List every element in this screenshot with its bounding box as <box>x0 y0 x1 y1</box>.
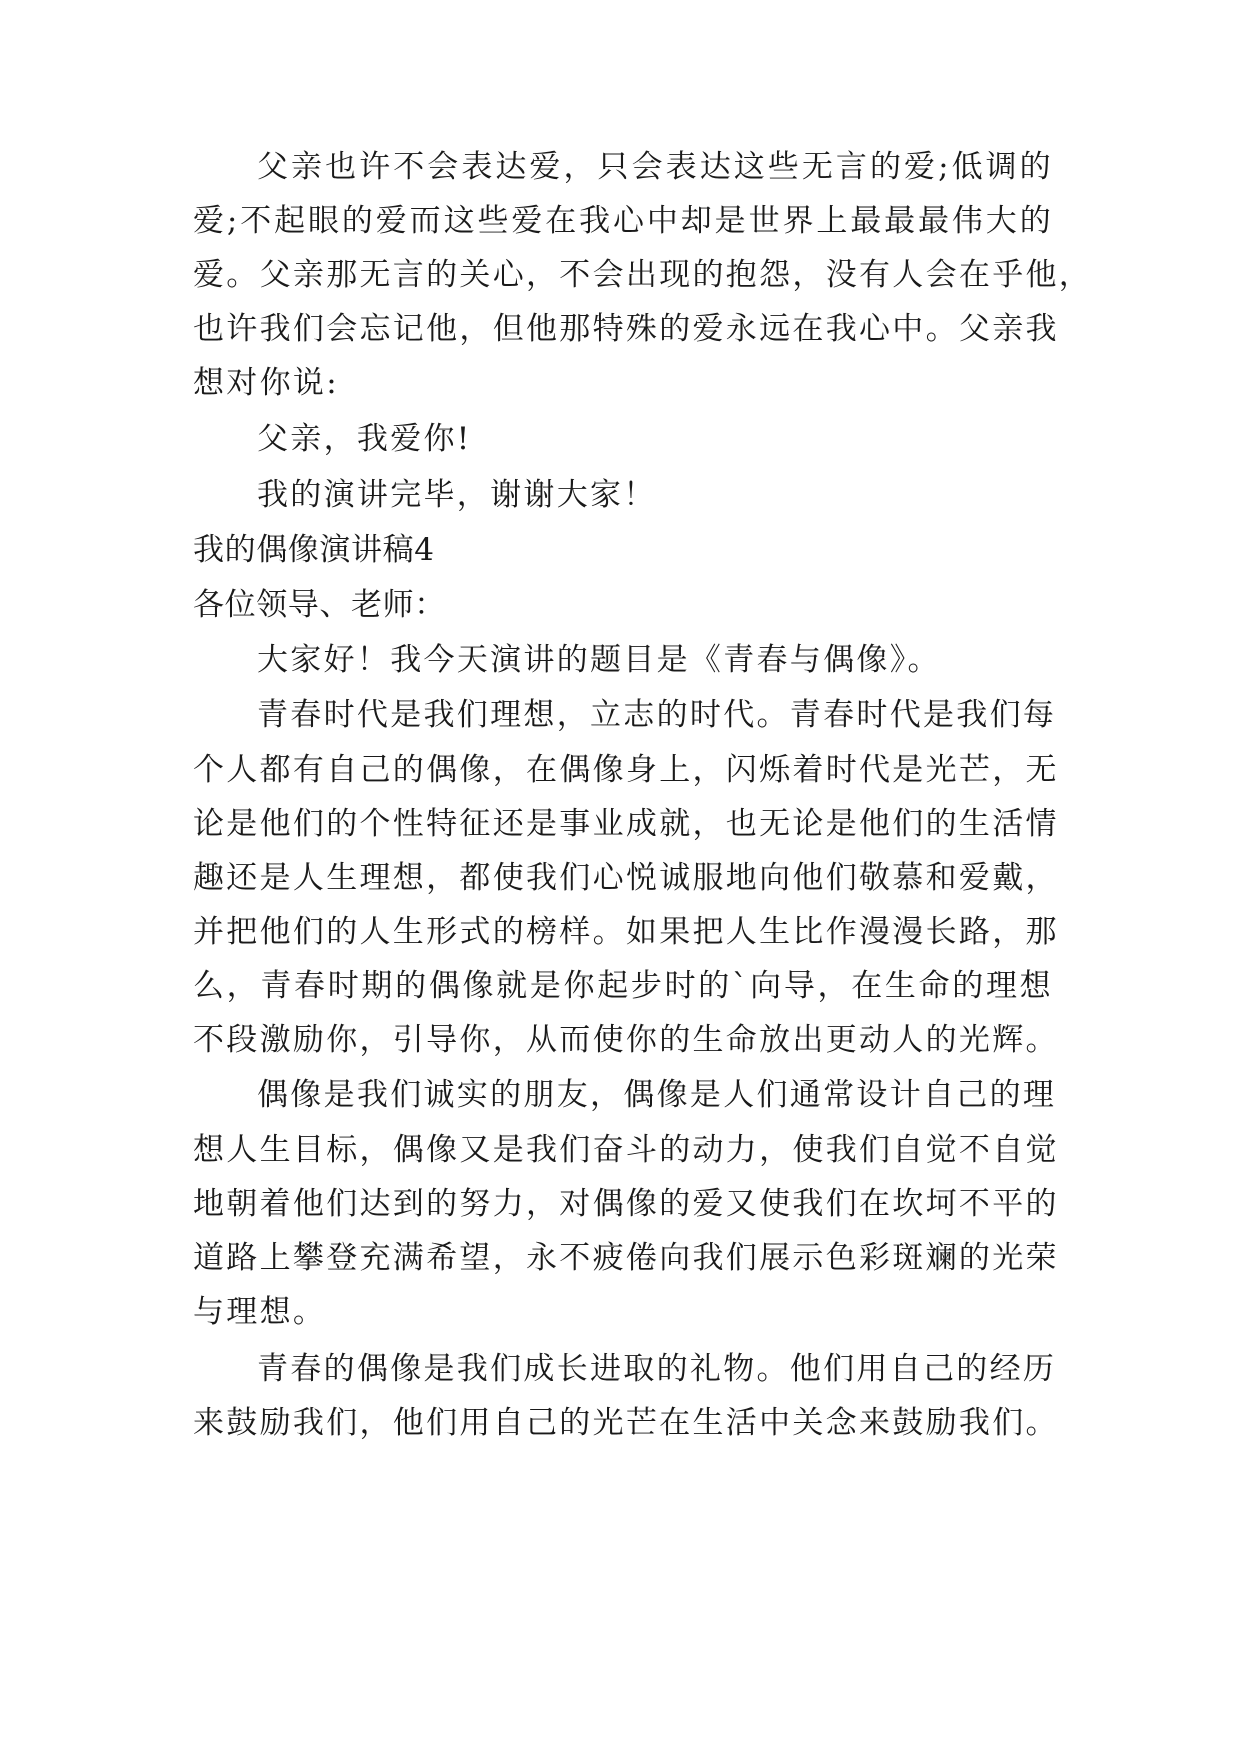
paragraph-line: 来鼓励我们，他们用自己的光芒在生活中关念来鼓励我们。 <box>193 1405 1059 1441</box>
paragraph-line: 不段激励你，引导你，从而使你的生命放出更动人的光辉。 <box>193 1022 1059 1058</box>
paragraph-line: 与理想。 <box>193 1294 327 1330</box>
paragraph-line: 爱。父亲那无言的关心，不会出现的抱怨，没有人会在乎他， <box>193 257 1093 293</box>
section-heading: 我的偶像演讲稿4 <box>193 532 435 568</box>
paragraph-line: 趣还是人生理想，都使我们心悦诚服地向他们敬慕和爱戴， <box>193 860 1059 896</box>
paragraph-line: 偶像是我们诚实的朋友，偶像是人们通常设计自己的理 <box>257 1077 1057 1113</box>
paragraph-line: 道路上攀登充满希望，永不疲倦向我们展示色彩斑斓的光荣 <box>193 1240 1059 1276</box>
paragraph-line: 并把他们的人生形式的榜样。如果把人生比作漫漫长路，那 <box>193 914 1059 950</box>
paragraph-line: 想对你说: <box>193 365 339 401</box>
paragraph-line: 我的演讲完毕，谢谢大家！ <box>257 477 657 513</box>
paragraph-line: 地朝着他们达到的努力，对偶像的爱又使我们在坎坷不平的 <box>193 1186 1059 1222</box>
paragraph-line: 爱;不起眼的爱而这些爱在我心中却是世界上最最最伟大的 <box>193 203 1053 239</box>
paragraph-line: 父亲也许不会表达爱，只会表达这些无言的爱;低调的 <box>257 149 1053 185</box>
salutation: 各位领导、老师： <box>193 587 446 623</box>
paragraph-line: 大家好！我今天演讲的题目是《青春与偶像》。 <box>257 642 941 678</box>
paragraph-line: 论是他们的个性特征还是事业成就，也无论是他们的生活情 <box>193 806 1059 842</box>
paragraph-line: 父亲，我爱你! <box>257 421 472 457</box>
paragraph-line: 青春的偶像是我们成长进取的礼物。他们用自己的经历 <box>257 1351 1057 1387</box>
paragraph-line: 想人生目标，偶像又是我们奋斗的动力，使我们自觉不自觉 <box>193 1132 1059 1168</box>
paragraph-line: 青春时代是我们理想，立志的时代。青春时代是我们每 <box>257 697 1057 733</box>
paragraph-line: 也许我们会忘记他，但他那特殊的爱永远在我心中。父亲我 <box>193 311 1059 347</box>
paragraph-line: 个人都有自己的偶像，在偶像身上，闪烁着时代是光芒，无 <box>193 752 1059 788</box>
paragraph-line: 么，青春时期的偶像就是你起步时的`向导，在生命的理想 <box>193 968 1053 1004</box>
